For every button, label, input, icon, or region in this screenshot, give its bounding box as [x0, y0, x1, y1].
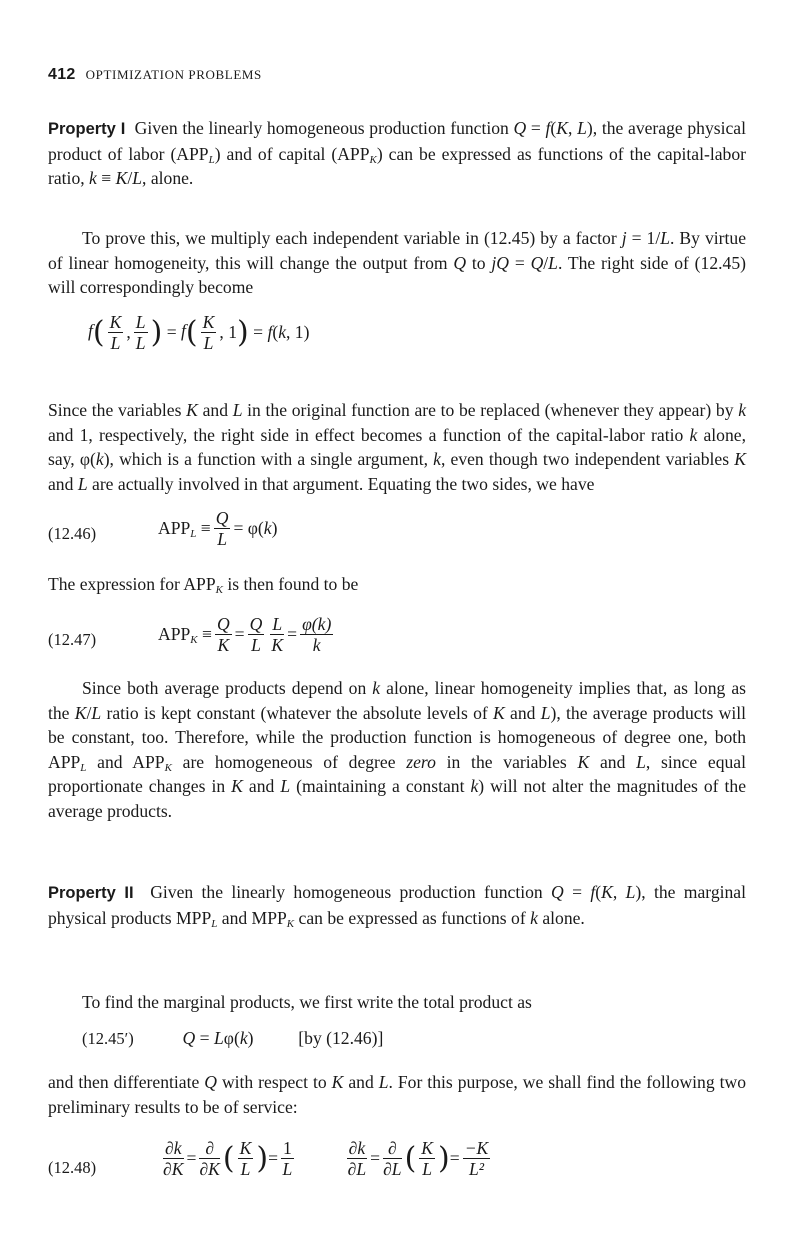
equation-12-48: $\frac{\partial k}{\partial K}$ = $\frac{\partial}{\partial K}$ ( $\frac{K}{L}$ )= $\frac{1}{L}$ $\frac{\partial k}{\partial L}$ = $\frac{\partial}{\partial L}$ ( $\frac{K}{L}$ )= $\frac{-K}{\text{L²}}$ [163, 1138, 489, 1179]
paragraph-5: To find the marginal products, we first write the total product as [82, 992, 532, 1012]
equation-number-12-45-prime: (12.45′) [82, 1029, 134, 1048]
equation-note: [by (12.46)] [298, 1028, 384, 1048]
paragraph-2: Since the variables K and L in the original function are to be replaced (whenever they appear) by k and 1, respectively, the right side in effect becomes a function of the capital-labor ratio k alone, say, φ(k), which is a function with a single argument, k, even though two independent variables K and L are actually involved in that argument. Equating the two sides, we have [48, 400, 746, 494]
proof-paragraph-1: To prove this, we multiply each independent variable in (12.45) by a factor j = 1/L. By virtue of linear homogeneity, this will change the output from Q to jQ = Q/L. The right side of (12.45) will correspondingly become [48, 228, 746, 297]
page-number: 412 [48, 66, 76, 83]
running-header [48, 66, 262, 84]
property-1-label: Property I [48, 120, 126, 138]
paragraph-4: Since both average products depend on k alone, linear homogeneity implies that, as long as the K/L ratio is kept constant (whatever the absolute levels of K and L), the average products will be constant, too. Therefore, while the production function is homogeneous of degree one, both $APP_L$ and $APP_K$ are homogeneous of degree zero in the variables K and L, since equal proportionate changes in K and L (maintaining a constant k) will not alter the magnitudes of the average products. [48, 678, 747, 821]
property-2-label: Property II [48, 884, 134, 902]
equation-12-46: $APP_L$ ≡ $\frac{Q}{L}$ = φ(k) [158, 508, 278, 549]
property-1: Property I Given the linearly homogeneous production function Q = f(K, L), the average physical product of labor $(APP_L)$ and of capital $(APP_K)$ can be expressed as functions of the capital-labor ratio, k ≡ K/L, alone. [48, 118, 747, 188]
property-2: Property II Given the linearly homogeneous production function Q = f(K, L), the marginal physical products $MPP_L$ and $MPP_K$ can be expressed as functions of k alone. [48, 882, 747, 930]
equation-number-12-47: (12.47) [48, 630, 97, 649]
running-title: OPTIMIZATION PROBLEMS [85, 67, 262, 82]
equation-number-12-46: (12.46) [48, 524, 97, 543]
paragraph-3: The expression for $APP_K$ is then found to be [48, 574, 359, 596]
equation-f-k-1: f( $\frac{K}{L}$ , $\frac{L}{L}$ ) = f( $\frac{K}{L}$ , 1) = f(k, 1) [88, 312, 310, 353]
equation-12-47: $APP_K$ ≡ $\frac{Q}{K}$ = $\frac{Q}{L}$ $\frac{L}{K}$ = $\frac{\varphi(k)}{k}$ [158, 614, 332, 655]
equation-number-12-48: (12.48) [48, 1158, 97, 1177]
equation-12-45-prime: (12.45′) Q = Lφ(k) [by (12.46)] [82, 1028, 384, 1048]
paragraph-6: and then differentiate Q with respect to K and L. For this purpose, we shall find the following two preliminary results to be of service: [48, 1072, 747, 1117]
